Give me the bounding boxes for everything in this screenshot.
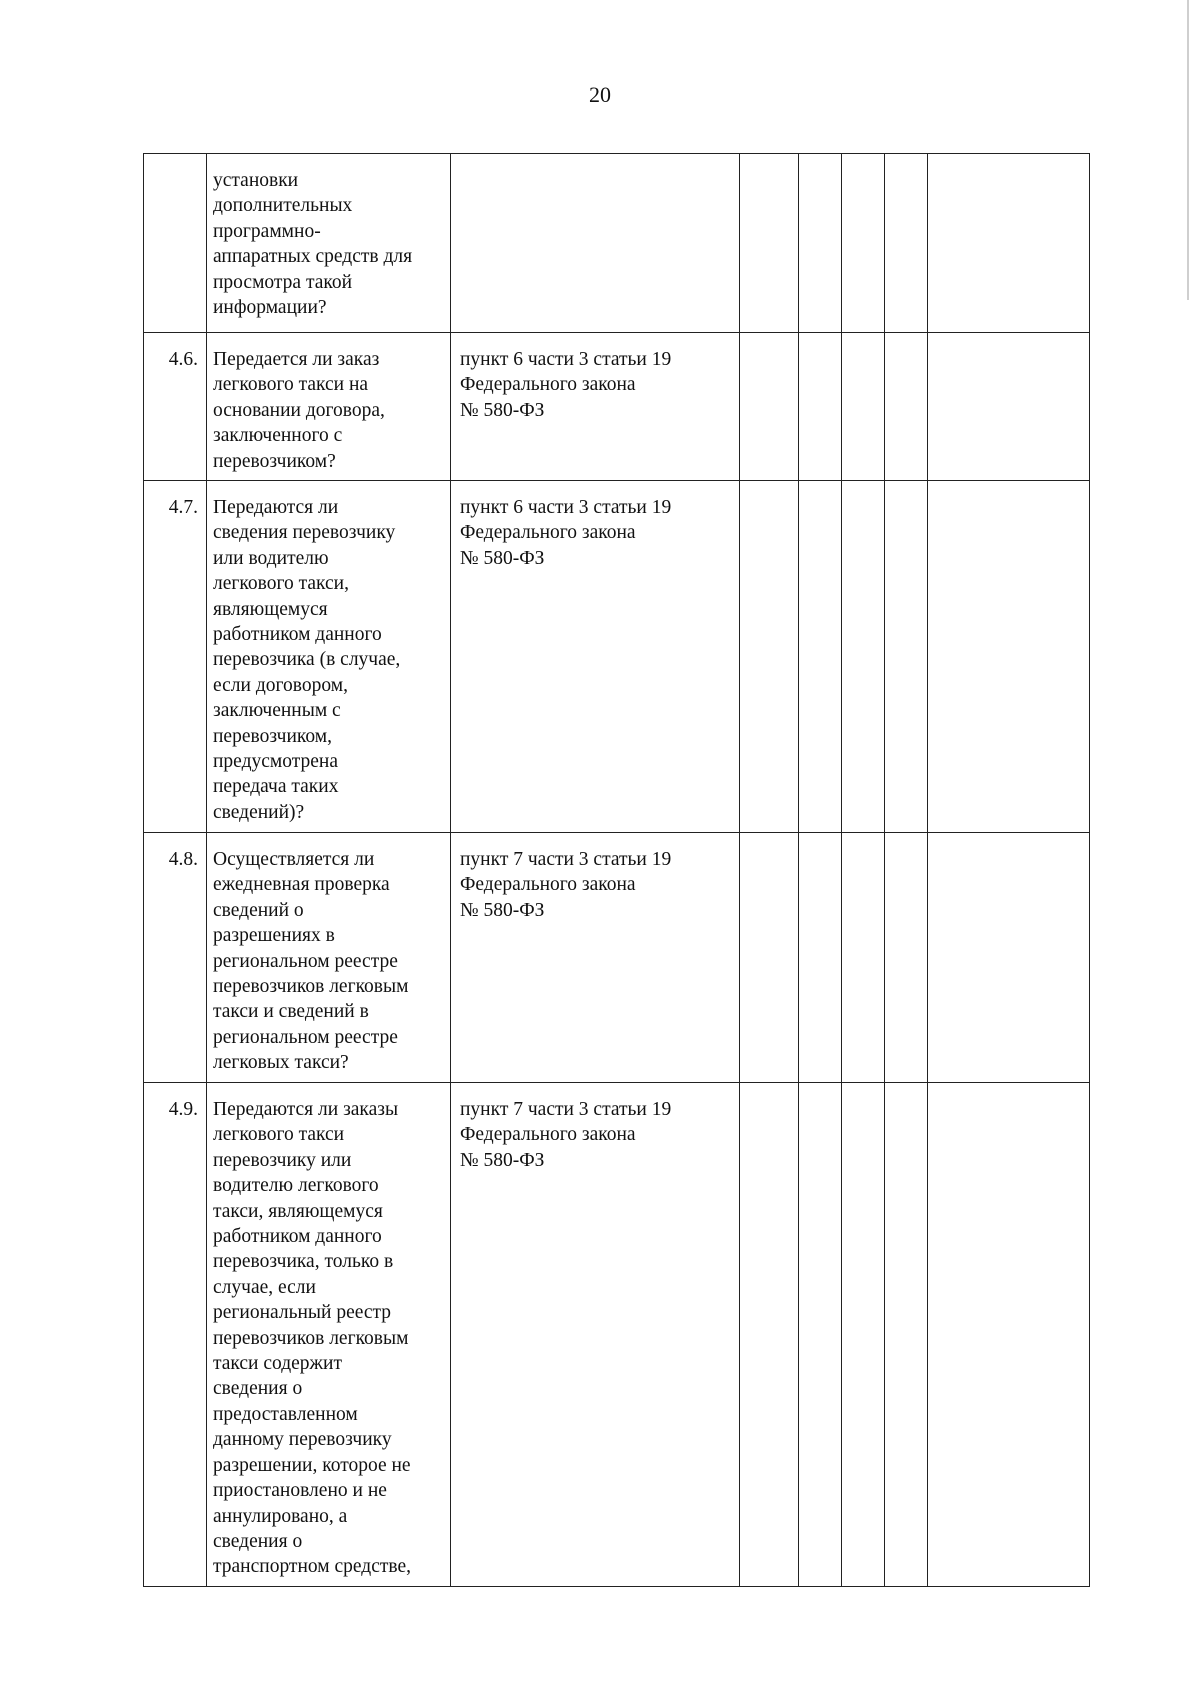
answer-cell bbox=[841, 1082, 885, 1587]
answer-cell bbox=[739, 153, 799, 333]
row-number: 4.7. bbox=[143, 480, 207, 833]
reference-cell: пункт 7 части 3 статьи 19 Федерального закона № 580-ФЗ bbox=[450, 1082, 740, 1587]
table-row bbox=[143, 832, 1090, 1083]
reference-cell bbox=[450, 153, 740, 333]
notes-cell bbox=[927, 153, 1090, 333]
table-row bbox=[143, 1082, 1090, 1587]
answer-cell bbox=[884, 832, 928, 1083]
answer-cell bbox=[884, 1082, 928, 1587]
answer-cell bbox=[798, 332, 842, 481]
checklist-table bbox=[143, 153, 1090, 1587]
row-number: 4.8. bbox=[143, 832, 207, 1083]
answer-cell bbox=[739, 1082, 799, 1587]
page-number: 20 bbox=[589, 82, 611, 107]
answer-cell bbox=[841, 480, 885, 833]
answer-cell bbox=[884, 153, 928, 333]
row-number bbox=[143, 153, 207, 333]
row-number: 4.6. bbox=[143, 332, 207, 481]
row-number: 4.9. bbox=[143, 1082, 207, 1587]
reference-cell: пункт 6 части 3 статьи 19 Федерального закона № 580-ФЗ bbox=[450, 332, 740, 481]
notes-cell bbox=[927, 1082, 1090, 1587]
table-row bbox=[143, 480, 1090, 833]
answer-cell bbox=[841, 332, 885, 481]
answer-cell bbox=[739, 832, 799, 1083]
table-row bbox=[143, 332, 1090, 481]
scan-edge-line bbox=[1187, 0, 1189, 300]
answer-cell bbox=[841, 832, 885, 1083]
question-cell: Осуществляется ли ежедневная проверка сведений о разрешениях в региональном реестре перевозчиков легковым такси и сведений в региональном реестре легковых такси? bbox=[206, 832, 451, 1083]
question-cell: Передаются ли сведения перевозчику или водителю легкового такси, являющемуся работником данного перевозчика (в случае, если договором, заключенным с перевозчиком, предусмотрена передача таких сведений)? bbox=[206, 480, 451, 833]
question-cell: Передаются ли заказы легкового такси перевозчику или водителю легкового такси, являющемуся работником данного перевозчика, только в случае, если региональный реестр перевозчиков легковым такси содержит сведения о предоставленном данному перевозчику разрешении, которое не приостановлено и не аннулировано, а сведения о транспортном средстве, bbox=[206, 1082, 451, 1587]
answer-cell bbox=[739, 480, 799, 833]
answer-cell bbox=[841, 153, 885, 333]
notes-cell bbox=[927, 480, 1090, 833]
table-row bbox=[143, 153, 1090, 333]
question-cell: установки дополнительных программно- аппаратных средств для просмотра такой информации? bbox=[206, 153, 451, 333]
notes-cell bbox=[927, 332, 1090, 481]
notes-cell bbox=[927, 832, 1090, 1083]
reference-cell: пункт 7 части 3 статьи 19 Федерального закона № 580-ФЗ bbox=[450, 832, 740, 1083]
answer-cell bbox=[884, 332, 928, 481]
answer-cell bbox=[884, 480, 928, 833]
answer-cell bbox=[798, 1082, 842, 1587]
answer-cell bbox=[798, 153, 842, 333]
question-cell: Передается ли заказ легкового такси на основании договора, заключенного с перевозчиком? bbox=[206, 332, 451, 481]
answer-cell bbox=[739, 332, 799, 481]
answer-cell bbox=[798, 832, 842, 1083]
reference-cell: пункт 6 части 3 статьи 19 Федерального закона № 580-ФЗ bbox=[450, 480, 740, 833]
answer-cell bbox=[798, 480, 842, 833]
